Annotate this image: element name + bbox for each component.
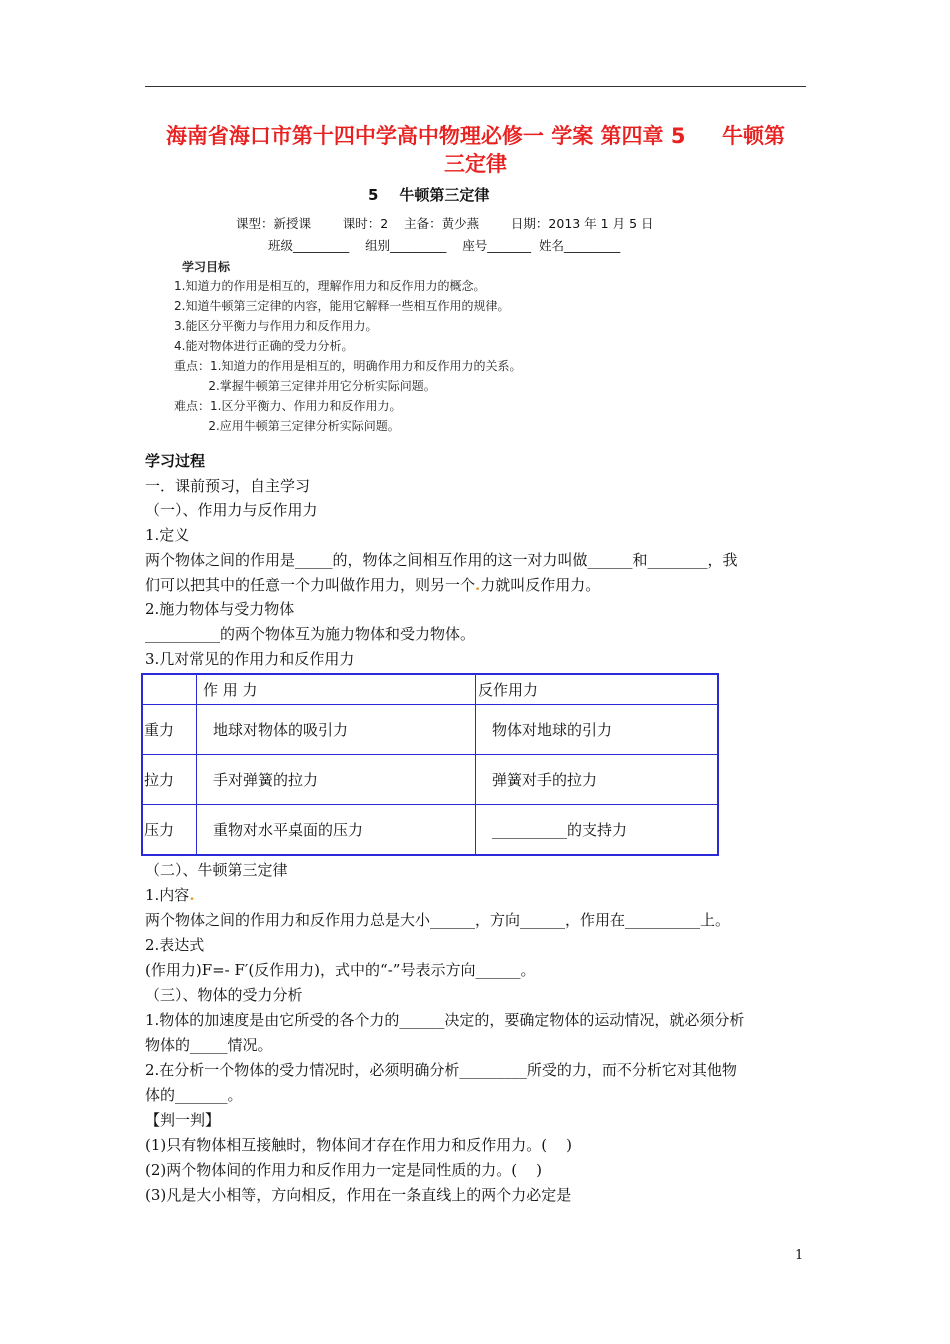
expression-text: (作用力)F=- F′(反作用力)，式中的“-”号表示方向______。 xyxy=(145,961,536,979)
difficulty-item: 难点：1.区分平衡力、作用力和反作用力。 xyxy=(174,399,402,413)
document-title xyxy=(145,122,806,178)
judge-heading: 【判一判】 xyxy=(145,1111,221,1129)
force-object-text: __________的两个物体互为施力物体和受力物体。 xyxy=(145,625,476,643)
lesson-subtitle: 5 牛顿第三定律 xyxy=(368,186,490,204)
content-text: 两个物体之间的作用力和反作用力总是大小______，方向______，作用在__________上。 xyxy=(145,911,731,929)
process-heading: 学习过程 xyxy=(145,452,206,470)
judge-item: (3)凡是大小相等，方向相反，作用在一条直线上的两个力必定是 xyxy=(145,1186,572,1204)
table-cell: 重力 xyxy=(142,705,197,755)
analysis-text-1-cont: 物体的_____情况。 xyxy=(145,1036,273,1054)
table-cell: 拉力 xyxy=(142,755,197,805)
definition-text: 两个物体之间的作用是_____的，物体之间相互作用的这一对力叫做______和________，我 xyxy=(145,551,738,569)
table-row xyxy=(142,705,718,755)
section-three-heading: （三）、物体的受力分析 xyxy=(145,986,303,1004)
table-row xyxy=(142,805,718,856)
definition-text-cont: 们可以把其中的任意一个力叫做作用力，则另一个.力就叫反作用力。 xyxy=(145,576,601,594)
table-header-row xyxy=(142,674,718,705)
judge-item: (2)两个物体间的作用力和反作用力一定是同性质的力。( ) xyxy=(145,1161,543,1179)
orange-dot-mark: . xyxy=(189,886,195,904)
analysis-text-1: 1.物体的加速度是由它所受的各个力的______决定的，要确定物体的运动情况，就必须分析 xyxy=(145,1011,745,1029)
force-pairs-table xyxy=(141,673,719,856)
header-rule xyxy=(145,86,806,87)
judge-item: (1)只有物体相互接触时，物体间才存在作用力和反作用力。( ) xyxy=(145,1136,573,1154)
title-line-1: 海南省海口市第十四中学高中物理必修一 学案 第四章 5 牛顿第 xyxy=(165,124,786,148)
student-info-line: 班级_________ 组别_________ 座号_______ 姓名_________ xyxy=(268,238,621,253)
section-two-heading: （二）、牛顿第三定律 xyxy=(145,861,288,879)
analysis-text-2-cont: 体的_______。 xyxy=(145,1086,243,1104)
common-forces-heading: 3.几对常见的作用力和反作用力 xyxy=(145,650,355,668)
table-cell: 地球对物体的吸引力 xyxy=(197,705,476,755)
section-one-heading: （一）、作用力与反作用力 xyxy=(145,501,318,519)
table-cell: __________的支持力 xyxy=(476,805,719,856)
objective-item: 1.知道力的作用是相互的，理解作用力和反作用力的概念。 xyxy=(174,279,486,293)
expression-heading: 2.表达式 xyxy=(145,936,205,954)
page-number: 1 xyxy=(795,1248,804,1263)
table-cell: 压力 xyxy=(142,805,197,856)
table-cell: 物体对地球的引力 xyxy=(476,705,719,755)
part-one-heading: 一．课前预习，自主学习 xyxy=(145,477,311,495)
table-row xyxy=(142,755,718,805)
key-point-item: 重点：1.知道力的作用是相互的，明确作用力和反作用力的关系。 xyxy=(174,359,522,373)
table-cell: 弹簧对手的拉力 xyxy=(476,755,719,805)
table-header-cell: 作 用 力 xyxy=(197,674,476,705)
analysis-text-2: 2.在分析一个物体的受力情况时，必须明确分析_________所受的力，而不分析它对其他物 xyxy=(145,1061,737,1079)
objective-item: 3.能区分平衡力与作用力和反作用力。 xyxy=(174,319,378,333)
title-line-2: 三定律 xyxy=(444,152,507,176)
table-cell: 手对弹簧的拉力 xyxy=(197,755,476,805)
table-cell: 重物对水平桌面的压力 xyxy=(197,805,476,856)
key-point-item: 2.掌握牛顿第三定律并用它分析实际问题。 xyxy=(174,379,436,393)
force-object-heading: 2.施力物体与受力物体 xyxy=(145,600,295,618)
table-header-cell xyxy=(142,674,197,705)
meta-info-line: 课型：新授课 课时：2 主备：黄少燕 日期：2013 年 1 月 5 日 xyxy=(236,216,654,231)
content-heading: 1.内容. xyxy=(145,886,195,904)
objective-item: 4.能对物体进行正确的受力分析。 xyxy=(174,339,354,353)
table-header-cell: 反作用力 xyxy=(476,674,719,705)
orange-dot-mark: . xyxy=(475,576,481,594)
objective-item: 2.知道牛顿第三定律的内容，能用它解释一些相互作用的规律。 xyxy=(174,299,510,313)
definition-heading: 1.定义 xyxy=(145,526,190,544)
objectives-heading: 学习目标 xyxy=(182,260,231,274)
difficulty-item: 2.应用牛顿第三定律分析实际问题。 xyxy=(174,419,400,433)
